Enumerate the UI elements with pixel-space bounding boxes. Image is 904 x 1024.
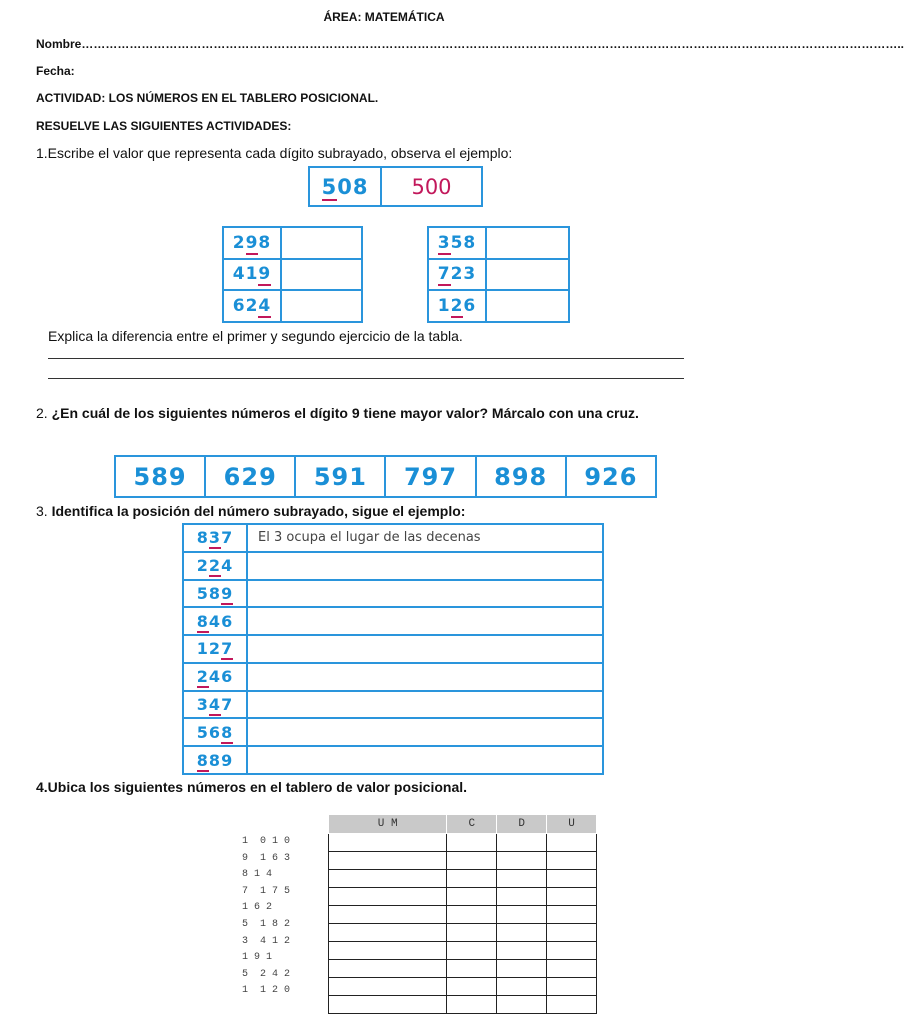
answer-line[interactable] [48, 378, 684, 379]
table-row [183, 552, 603, 580]
table-row [329, 960, 597, 978]
place-value-cell[interactable] [447, 978, 497, 996]
digit: 9 [258, 264, 272, 285]
table-row [183, 746, 603, 774]
digit: 6 [463, 296, 477, 317]
digit: 1 [245, 264, 259, 285]
place-value-cell[interactable] [547, 996, 597, 1014]
place-value-cell[interactable] [547, 960, 597, 978]
underlined-number [428, 290, 486, 322]
underlined-number [183, 607, 247, 635]
digit: 8 [221, 722, 234, 742]
answer-cell[interactable] [281, 259, 362, 291]
place-value-cell[interactable] [447, 852, 497, 870]
digit: 3 [463, 264, 477, 285]
table-row [183, 524, 603, 552]
explain-prompt: Explica la diferencia entre el primer y segundo ejercicio de la tabla. [48, 328, 463, 344]
digit: 2 [196, 556, 209, 576]
digit: 4 [258, 296, 272, 317]
table-row [183, 691, 603, 719]
digit: 2 [245, 296, 259, 317]
example-value: 500 [381, 167, 482, 206]
digit: 5 [321, 174, 338, 199]
underlined-number [183, 524, 247, 552]
place-value-cell[interactable] [497, 834, 547, 852]
place-value-cell[interactable] [447, 924, 497, 942]
digit: 2 [196, 667, 209, 687]
q2-number: 2. [36, 405, 52, 421]
place-value-cell[interactable] [329, 906, 447, 924]
place-value-table [328, 814, 597, 1014]
place-value-cell[interactable] [547, 852, 597, 870]
place-value-cell[interactable] [329, 996, 447, 1014]
digit: 7 [221, 694, 234, 714]
q1-left-table [222, 226, 363, 323]
place-value-cell[interactable] [329, 924, 447, 942]
q3-text: Identifica la posición del número subrayado, sigue el ejemplo: [51, 503, 466, 519]
place-value-cell[interactable] [447, 996, 497, 1014]
answer-cell[interactable] [486, 227, 569, 259]
table-row [183, 635, 603, 663]
table-row [223, 259, 362, 291]
answer-cell[interactable] [247, 607, 603, 635]
digit: 2 [208, 556, 222, 576]
table-row [223, 227, 362, 259]
digit: 8 [196, 528, 209, 548]
number-item: 1 9 1 [242, 952, 273, 964]
answer-cell[interactable] [247, 691, 603, 719]
table-row [223, 290, 362, 322]
instructions: RESUELVE LAS SIGUIENTES ACTIVIDADES: [36, 119, 292, 133]
digit: 8 [196, 611, 209, 631]
number-item: 5 2 4 2 [242, 968, 291, 980]
answer-line[interactable] [48, 358, 684, 359]
place-value-cell[interactable] [447, 888, 497, 906]
place-value-cell[interactable] [497, 996, 547, 1014]
column-header: U M [329, 815, 447, 834]
underlined-number [183, 718, 247, 746]
number-item: 1 1 2 0 [242, 985, 291, 997]
underlined-number [223, 227, 281, 259]
answer-cell[interactable]: El 3 ocupa el lugar de las decenas [247, 524, 603, 552]
number-option[interactable]: 591 [295, 456, 385, 497]
table-row [329, 870, 597, 888]
place-value-cell[interactable] [497, 906, 547, 924]
digit: 8 [208, 583, 222, 603]
digit: 3 [196, 694, 209, 714]
underlined-number [223, 259, 281, 291]
place-value-cell[interactable] [547, 906, 597, 924]
digit: 4 [208, 667, 222, 687]
digit: 8 [208, 750, 222, 770]
number-option[interactable]: 797 [385, 456, 475, 497]
q3-number: 3. [36, 503, 52, 519]
date-label: Fecha: [36, 64, 75, 78]
q2-prompt [36, 405, 639, 421]
table-row [329, 834, 597, 852]
digit: 8 [196, 750, 209, 770]
table-row [329, 852, 597, 870]
digit: 2 [232, 232, 246, 253]
place-value-cell[interactable] [329, 978, 447, 996]
digit: 2 [208, 639, 222, 659]
underlined-number [183, 663, 247, 691]
table-row [329, 924, 597, 942]
place-value-cell[interactable] [547, 888, 597, 906]
digit: 4 [208, 611, 222, 631]
number-item: 3 4 1 2 [242, 935, 291, 947]
place-value-cell[interactable] [447, 960, 497, 978]
place-value-cell[interactable] [497, 870, 547, 888]
number-item: 1 6 2 [242, 902, 273, 914]
digit: 3 [437, 232, 451, 253]
digit: 4 [208, 694, 222, 714]
title: ÁREA: MATEMÁTICA [323, 10, 445, 24]
place-value-cell[interactable] [497, 942, 547, 960]
number-option[interactable]: 589 [115, 456, 205, 497]
number-item: 5 1 8 2 [242, 918, 291, 930]
number-option[interactable]: 629 [205, 456, 295, 497]
underlined-number [183, 580, 247, 608]
place-value-cell[interactable] [497, 960, 547, 978]
table-row [329, 942, 597, 960]
digit: 5 [450, 232, 464, 253]
place-value-cell[interactable] [497, 888, 547, 906]
table-row [428, 227, 569, 259]
digit: 3 [208, 528, 222, 548]
table-row [428, 259, 569, 291]
place-value-cell[interactable] [447, 870, 497, 888]
table-row [329, 996, 597, 1014]
example-number [309, 167, 381, 206]
digit: 5 [196, 583, 209, 603]
place-value-cell[interactable] [329, 834, 447, 852]
place-value-cell[interactable] [447, 834, 497, 852]
table-row [329, 978, 597, 996]
digit: 6 [221, 611, 234, 631]
digit: 0 [337, 174, 353, 199]
table-row [329, 888, 597, 906]
digit: 8 [463, 232, 477, 253]
number-item: 9 1 6 3 [242, 852, 291, 864]
underlined-number [183, 746, 247, 774]
column-header: U [547, 815, 597, 834]
place-value-cell[interactable] [329, 942, 447, 960]
underlined-number [223, 290, 281, 322]
place-value-cell[interactable] [447, 942, 497, 960]
table-row [329, 906, 597, 924]
underlined-number [428, 259, 486, 291]
table-row [428, 290, 569, 322]
place-value-cell[interactable] [329, 888, 447, 906]
place-value-cell[interactable] [497, 924, 547, 942]
digit: 7 [221, 639, 234, 659]
number-item: 8 1 4 [242, 869, 273, 881]
q2-numbers [114, 455, 657, 498]
q2-text: ¿En cuál de los siguientes números el dígito 9 tiene mayor valor? Márcalo con una cruz. [51, 405, 639, 421]
example-box [308, 166, 483, 207]
digit: 6 [221, 667, 234, 687]
number-option[interactable]: 898 [476, 456, 566, 497]
underlined-number [183, 635, 247, 663]
digit: 6 [232, 296, 246, 317]
answer-cell[interactable] [281, 290, 362, 322]
answer-cell[interactable] [281, 227, 362, 259]
answer-cell[interactable] [247, 746, 603, 774]
number-item: 1 0 1 0 [242, 836, 291, 847]
place-value-cell[interactable] [547, 942, 597, 960]
number-item: 7 1 7 5 [242, 885, 291, 897]
table-row [183, 663, 603, 691]
column-header: C [447, 815, 497, 834]
q3-prompt [36, 503, 465, 519]
digit: 4 [232, 264, 246, 285]
digit: 2 [450, 264, 464, 285]
digit: 9 [245, 232, 259, 253]
place-value-cell[interactable] [329, 870, 447, 888]
underlined-number [183, 552, 247, 580]
q4-number-list [242, 836, 290, 1002]
q4-prompt: 4.Ubica los siguientes números en el tablero de valor posicional. [36, 779, 468, 795]
digit: 9 [221, 583, 234, 603]
name-field[interactable]: Nombre…………………………………………………………………………………………………………………………………………………………………………………….. [36, 37, 904, 51]
place-value-cell[interactable] [497, 978, 547, 996]
underlined-number [428, 227, 486, 259]
activity-title: ACTIVIDAD: LOS NÚMEROS EN EL TABLERO POSICIONAL. [36, 91, 379, 105]
place-value-cell[interactable] [547, 870, 597, 888]
digit: 7 [437, 264, 451, 285]
answer-cell[interactable] [486, 259, 569, 291]
q1-prompt: 1.Escribe el valor que representa cada dígito subrayado, observa el ejemplo: [36, 145, 513, 161]
underlined-number [183, 691, 247, 719]
answer-cell[interactable] [486, 290, 569, 322]
place-value-cell[interactable] [547, 978, 597, 996]
digit: 6 [208, 722, 222, 742]
q3-table [182, 523, 604, 775]
digit: 1 [437, 296, 451, 317]
q1-right-table [427, 226, 570, 323]
place-value-cell[interactable] [329, 960, 447, 978]
digit: 1 [196, 639, 209, 659]
answer-cell[interactable] [247, 552, 603, 580]
answer-cell[interactable] [247, 718, 603, 746]
digit: 8 [352, 174, 369, 199]
number-option[interactable]: 926 [566, 456, 656, 497]
digit: 5 [196, 722, 209, 742]
table-row [183, 580, 603, 608]
place-value-cell[interactable] [547, 834, 597, 852]
answer-cell[interactable] [247, 580, 603, 608]
digit: 4 [221, 556, 234, 576]
digit: 9 [221, 750, 234, 770]
answer-cell[interactable] [247, 663, 603, 691]
column-header: D [497, 815, 547, 834]
place-value-cell[interactable] [547, 924, 597, 942]
answer-cell[interactable] [247, 635, 603, 663]
digit: 2 [450, 296, 464, 317]
table-row [183, 607, 603, 635]
place-value-cell[interactable] [447, 906, 497, 924]
digit: 7 [221, 528, 234, 548]
place-value-cell[interactable] [497, 852, 547, 870]
place-value-cell[interactable] [329, 852, 447, 870]
table-row [183, 718, 603, 746]
digit: 8 [258, 232, 272, 253]
